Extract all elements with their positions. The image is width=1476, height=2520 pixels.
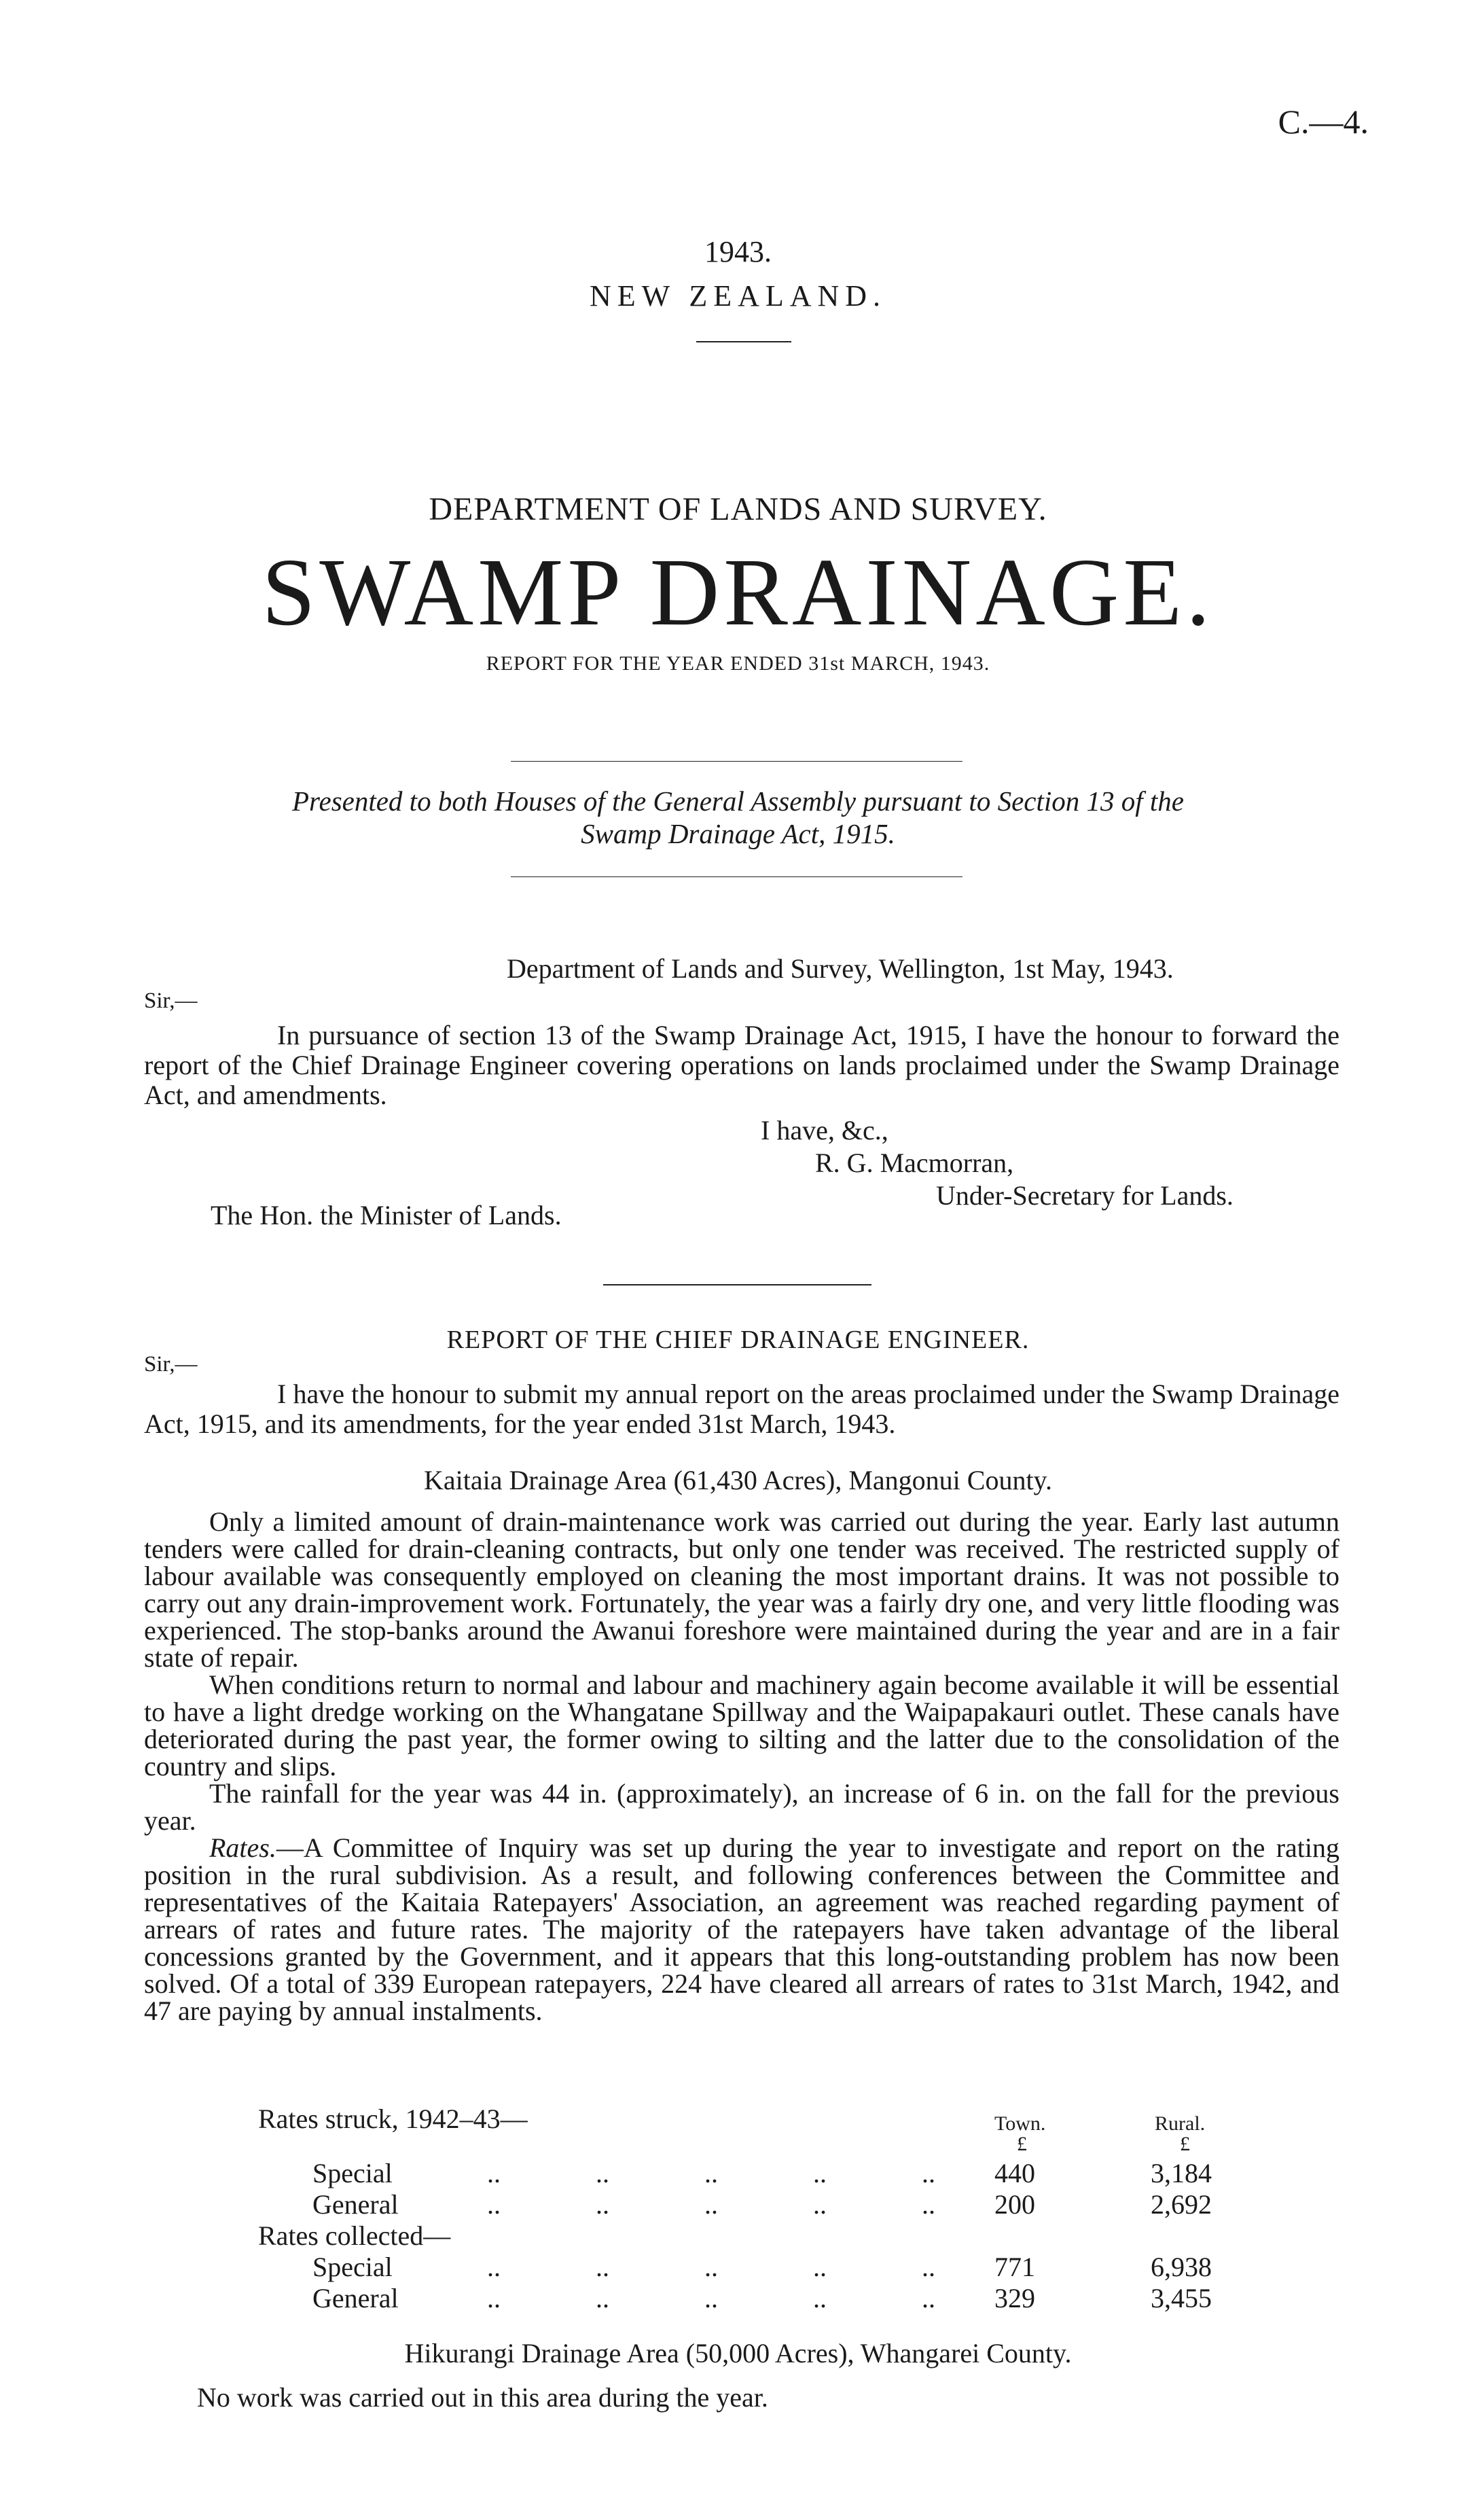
rates-collected-header-row bbox=[144, 2220, 1339, 2251]
rural-currency: £ bbox=[1180, 2133, 1190, 2155]
leader-dots: .. bbox=[596, 2252, 609, 2282]
rates-table bbox=[144, 2103, 1339, 2313]
rates-collected-label: Rates collected— bbox=[258, 2220, 451, 2251]
leader-dots: .. bbox=[813, 2283, 827, 2313]
currency-row bbox=[144, 2134, 1339, 2157]
presentation-note-line2: Swamp Drainage Act, 1915. bbox=[581, 818, 895, 850]
hikurangi-text: No work was carried out in this area during the year. bbox=[197, 2382, 768, 2413]
department-heading: DEPARTMENT OF LANDS AND SURVEY. bbox=[429, 491, 1047, 527]
leader-dots: .. bbox=[922, 2252, 935, 2282]
leader-dots: .. bbox=[487, 2283, 501, 2313]
leader-dots: .. bbox=[487, 2252, 501, 2282]
rural-value: 6,938 bbox=[1151, 2252, 1212, 2282]
leader-dots: .. bbox=[487, 2189, 501, 2220]
report-heading: REPORT OF THE CHIEF DRAINAGE ENGINEER. bbox=[446, 1326, 1030, 1354]
table-row bbox=[144, 2282, 1339, 2313]
country-heading: NEW ZEALAND. bbox=[589, 279, 887, 313]
rates-struck-label: Rates struck, 1942–43— bbox=[258, 2104, 528, 2134]
letter-paragraph: In pursuance of section 13 of the Swamp Drainage Act, 1915, I have the honour to forward the report of the Chief Drainage Engineer covering operations on lands proclaimed under the Swamp Drainage Act, and amendments. bbox=[144, 1020, 1339, 1110]
kaitaia-rates-paragraph bbox=[144, 1834, 1339, 2025]
document-title: SWAMP DRAINAGE. bbox=[262, 538, 1214, 645]
row-label: General bbox=[312, 2283, 399, 2313]
divider bbox=[511, 876, 962, 877]
report-intro bbox=[144, 1379, 1339, 1439]
leader-dots: .. bbox=[813, 2158, 827, 2188]
town-value: 440 bbox=[994, 2158, 1035, 2188]
rural-value: 3,455 bbox=[1151, 2283, 1212, 2313]
row-label: Special bbox=[312, 2158, 393, 2188]
row-label: Special bbox=[312, 2252, 393, 2282]
letter-address: Department of Lands and Survey, Wellington, 1st May, 1943. bbox=[507, 953, 1174, 984]
leader-dots: .. bbox=[704, 2283, 718, 2313]
kaitaia-paragraph-3: The rainfall for the year was 44 in. (approximately), an increase of 6 in. on the fall for the previous year. bbox=[144, 1778, 1339, 1836]
rates-struck-header-row bbox=[144, 2103, 1339, 2134]
report-year: 1943. bbox=[704, 235, 772, 268]
letter-signatory-title: Under-Secretary for Lands. bbox=[936, 1180, 1234, 1211]
divider bbox=[696, 341, 791, 342]
table-row bbox=[144, 2251, 1339, 2282]
report-salutation: Sir,— bbox=[144, 1352, 198, 1377]
town-currency: £ bbox=[1017, 2133, 1027, 2155]
letter-signatory: R. G. Macmorran, bbox=[815, 1148, 1014, 1178]
leader-dots: .. bbox=[813, 2189, 827, 2220]
report-reference: C.—4. bbox=[1278, 103, 1369, 141]
presentation-note bbox=[0, 785, 1476, 851]
col-town-header: Town. bbox=[994, 2112, 1046, 2135]
row-label: General bbox=[312, 2189, 399, 2220]
leader-dots: .. bbox=[922, 2283, 935, 2313]
kaitaia-paragraph-1: Only a limited amount of drain-maintenance work was carried out during the year. Early last autumn tenders were called for drain-cleaning contracts, but only one tender was received. The restricted supply of labour available was consequently employed on cleaning the most important drains. It was not possible to carry out any drain-improvement work. Fortunately, the year was a fairly dry one, and very little flooding was experienced. The stop-banks around the Awanui foreshore were maintained during the year and are in a fair state of repair. bbox=[144, 1506, 1339, 1673]
letter-salutation: Sir,— bbox=[144, 989, 198, 1013]
divider bbox=[603, 1284, 871, 1285]
letter-body bbox=[144, 1021, 1339, 1110]
kaitaia-body bbox=[144, 1508, 1339, 2025]
kaitaia-heading: Kaitaia Drainage Area (61,430 Acres), Mangonui County. bbox=[424, 1465, 1052, 1495]
letter-addressee: The Hon. the Minister of Lands. bbox=[211, 1200, 562, 1230]
report-intro-paragraph: I have the honour to submit my annual report on the areas proclaimed under the Swamp Drainage Act, 1915, and its amendments, for the year ended 31st March, 1943. bbox=[144, 1379, 1339, 1439]
town-value: 329 bbox=[994, 2283, 1035, 2313]
leader-dots: .. bbox=[487, 2158, 501, 2188]
leader-dots: .. bbox=[596, 2283, 609, 2313]
kaitaia-paragraph-2: When conditions return to normal and labour and machinery again become available it will be essential to have a light dredge working on the Whangatane Spillway and the Waipapakauri outlet. These canals have deteriorated during the past year, the former owing to silting and the latter due to the consolidation of the country and slips. bbox=[144, 1669, 1339, 1781]
rural-value: 2,692 bbox=[1151, 2189, 1212, 2220]
rates-label: Rates. bbox=[209, 1832, 276, 1863]
divider bbox=[511, 761, 962, 762]
leader-dots: .. bbox=[596, 2158, 609, 2188]
document-subtitle: REPORT FOR THE YEAR ENDED 31st MARCH, 1943. bbox=[486, 652, 990, 675]
town-value: 200 bbox=[994, 2189, 1035, 2220]
leader-dots: .. bbox=[813, 2252, 827, 2282]
leader-dots: .. bbox=[704, 2189, 718, 2220]
col-rural-header: Rural. bbox=[1155, 2112, 1206, 2135]
rural-value: 3,184 bbox=[1151, 2158, 1212, 2188]
letter-closing: I have, &c., bbox=[761, 1115, 888, 1146]
hikurangi-heading: Hikurangi Drainage Area (50,000 Acres), Whangarei County. bbox=[404, 2338, 1072, 2368]
table-row bbox=[144, 2188, 1339, 2220]
presentation-note-line1: Presented to both Houses of the General Assembly pursuant to Section 13 of the bbox=[292, 785, 1184, 817]
leader-dots: .. bbox=[922, 2189, 935, 2220]
town-value: 771 bbox=[994, 2252, 1035, 2282]
table-row bbox=[144, 2157, 1339, 2188]
leader-dots: .. bbox=[922, 2158, 935, 2188]
leader-dots: .. bbox=[704, 2252, 718, 2282]
rates-text: —A Committee of Inquiry was set up during the year to investigate and report on the rating position in the rural subdivision. As a result, and following conferences between the Committee and representatives of the Kaitaia Ratepayers' Association, an agreement was reached regarding payment of arrears of rates and future rates. The majority of the ratepayers have taken advantage of the liberal concessions granted by the Government, and it appears that this long-outstanding problem has now been solved. Of a total of 339 European ratepayers, 224 have cleared all arrears of rates to 31st March, 1942, and 47 are paying by annual instalments. bbox=[144, 1832, 1339, 2026]
leader-dots: .. bbox=[596, 2189, 609, 2220]
leader-dots: .. bbox=[704, 2158, 718, 2188]
